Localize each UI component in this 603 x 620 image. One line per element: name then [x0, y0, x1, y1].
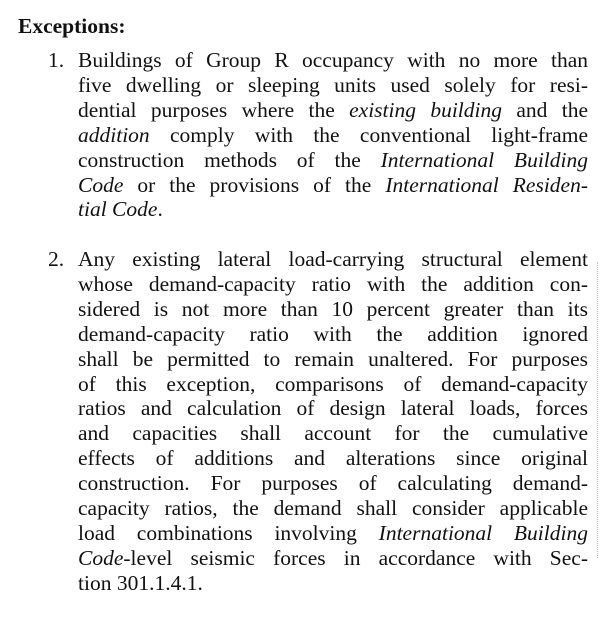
- text-run: and capacities shall account for the cumulative: [78, 421, 588, 446]
- item-text-line: [78, 372, 588, 397]
- text-run: demand-capacity ratio with the addition ignored: [78, 321, 588, 346]
- item-text-line: [78, 521, 588, 546]
- italic-term: Code: [78, 172, 124, 197]
- text-run: tion 301.1.4.1.: [78, 570, 203, 595]
- text-run: capacity ratios, the demand shall consider applicable: [78, 496, 588, 520]
- margin-change-bar: [597, 262, 598, 558]
- item-text-line: [78, 471, 588, 496]
- text-run: sidered is not more than 10 percent greater than its: [78, 296, 588, 321]
- text-run: dential purposes where the: [78, 97, 350, 122]
- item-text-line: [78, 98, 588, 123]
- item-text-line: [78, 272, 588, 297]
- italic-term: Code: [78, 545, 124, 570]
- item-text-line: [78, 173, 588, 198]
- text-run: five dwelling or sleeping units used solely for resi-: [78, 72, 588, 97]
- item-text-line: [78, 322, 588, 347]
- text-run: of this exception, comparisons of demand-capacity: [78, 371, 588, 396]
- item-text-line: [78, 446, 588, 471]
- item-text-line: [78, 396, 588, 421]
- text-run: ratios and calculation of design lateral loads, forces: [78, 396, 588, 421]
- text-run: or the provisions of the: [123, 172, 386, 197]
- text-run: -level seismic forces in accordance with Sec-: [123, 545, 588, 570]
- text-run: construction methods of the: [78, 147, 381, 172]
- text-run: effects of additions and alterations since original: [78, 446, 588, 471]
- italic-term: addition: [78, 122, 150, 147]
- item-text-line: [78, 571, 588, 596]
- text-run: .: [157, 197, 163, 222]
- text-run: construction. For purposes of calculating demand-: [78, 471, 588, 496]
- item-text-line: [78, 48, 588, 73]
- text-run: Buildings of Group R occupancy with no more than: [78, 48, 588, 72]
- item-text-line: [78, 421, 588, 446]
- text-run: shall be permitted to remain unaltered. For purposes: [78, 346, 588, 371]
- item-text-line: [78, 73, 588, 98]
- item-number: 2.: [48, 247, 65, 271]
- italic-term: tial Code: [78, 197, 158, 222]
- item-text-line: [78, 247, 588, 272]
- text-run: whose demand-capacity ratio with the addition con-: [78, 271, 588, 296]
- italic-term: International Building: [378, 520, 588, 545]
- item-text-line: [78, 347, 588, 372]
- item-text-line: [78, 297, 588, 322]
- item-text-line: [78, 148, 588, 173]
- text-run: comply with the conventional light-frame: [149, 122, 588, 147]
- exceptions-heading: Exceptions:: [18, 14, 126, 38]
- italic-term: International Residen-: [385, 172, 588, 197]
- italic-term: International Building: [380, 147, 588, 172]
- item-number: 1.: [48, 48, 65, 72]
- item-text-line: [78, 123, 588, 148]
- text-run: Any existing lateral load-carrying structural element: [78, 247, 588, 271]
- text-run: and the: [502, 97, 588, 122]
- item-text-line: [78, 496, 588, 521]
- italic-term: existing building: [349, 97, 502, 122]
- item-text-line: [78, 197, 588, 222]
- item-text-line: [78, 546, 588, 571]
- text-run: load combinations involving: [78, 520, 379, 545]
